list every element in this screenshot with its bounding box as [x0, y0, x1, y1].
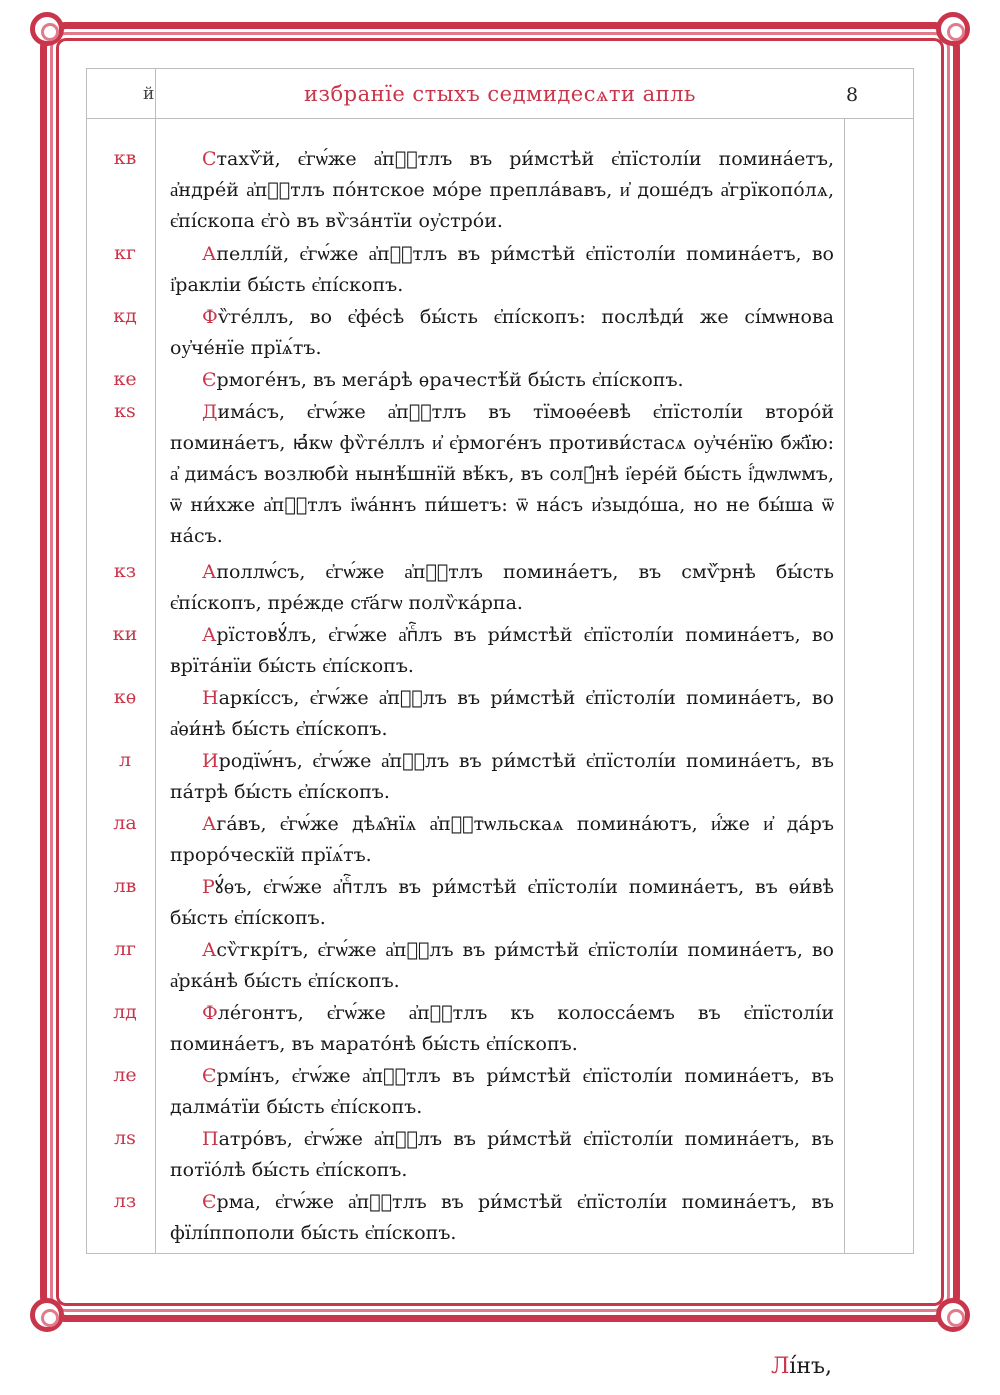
entry-body: ле́гонтъ, є҆гѡ́же а҆пⷭ҇тлъ къ колосса́емъ въ є҆пїстолі́и помина́етъ, въ марато́нѣ бы́сть є҆пі́скопъ. [170, 1002, 834, 1055]
initial-letter: А [202, 624, 217, 646]
catchword [771, 1354, 832, 1379]
initial-letter: А [202, 939, 217, 961]
entry-body: тахѷ́й, є҆гѡ́же а҆пⷭ҇тлъ въ ри́мстѣй є҆пїстолі́и помина́етъ, а҆ндре́й а҆пⷭ҇тлъ по́нтское мо́ре препла́вавъ, и҆ доше́дъ а҆грїкопо́лѧ, є҆пі́скопа є҆го̀ въ вѷза́нтїи оу҆стро́и. [170, 148, 834, 232]
entry-body: га́въ, є҆гѡ́же дѣѧ̑нїѧ а҆пⷭ҇тѡльскаѧ помина́ютъ, и҆́же и҆ да́ръ проро́ческїй прїѧ́тъ. [170, 813, 834, 866]
corner-knot-bottom-left-icon [30, 1298, 64, 1332]
entry-text [170, 809, 834, 871]
entry-text [170, 683, 834, 745]
entry-number: лз [113, 1190, 137, 1212]
initial-letter: П [202, 1128, 219, 1150]
entry-number: лд [113, 1001, 137, 1023]
initial-letter: И [202, 750, 219, 772]
entry-text [170, 620, 834, 682]
initial-letter: Ф [202, 306, 218, 328]
initial-letter: Н [202, 687, 219, 709]
initial-letter: Є [202, 1065, 217, 1087]
entry-number: ке [113, 368, 137, 390]
entry-text [170, 935, 834, 997]
entry-body: рмі́нъ, є҆гѡ́же а҆пⷭ҇тлъ въ ри́мстѣй є҆пїстолі́и помина́етъ, въ далма́тїи бы́сть є҆пі́скопъ. [170, 1065, 834, 1118]
entry-text [170, 746, 834, 808]
margin-divider [155, 68, 156, 1254]
entry-body: арκі́ссъ, є҆гѡ́же а҆пⷭ҇лъ въ ри́мстѣй є҆пїстолі́и помина́етъ, во а҆ѳи́нѣ бы́сть є҆пі́скопъ. [170, 687, 834, 740]
initial-letter: С [202, 148, 217, 170]
corner-knot-bottom-right-icon [936, 1298, 970, 1332]
page-number: 8 [846, 84, 859, 106]
catchword-rest: і́нъ, [789, 1354, 832, 1379]
header-divider [86, 118, 914, 119]
entry-number: ла [113, 812, 137, 834]
initial-letter: Ф [202, 1002, 218, 1024]
entry-body: рма, є҆гѡ́же а҆пⷭ҇тлъ въ ри́мстѣй є҆пїстолі́и помина́етъ, въ фїлі́ппополи бы́сть є҆пі́скопъ. [170, 1191, 834, 1244]
initial-letter: А [202, 813, 217, 835]
entry-text [170, 998, 834, 1060]
initial-letter: Є [202, 369, 217, 391]
initial-letter: Р [202, 876, 215, 898]
entry-body: рїстовꙋ́лъ, є҆гѡ́же а҆пⷭ҇лъ въ ри́мстѣй є҆пїстолі́и помина́етъ, во врїта́нїи бы́сть є҆пі́скопъ. [170, 624, 834, 677]
entry-number: кд [113, 305, 137, 327]
entry-text [170, 239, 834, 301]
entry-text [170, 872, 834, 934]
entry-number: лг [113, 938, 137, 960]
entry-text [170, 557, 834, 619]
entry-text [170, 1187, 834, 1249]
entry-body: сѷгкрі́тъ, є҆гѡ́же а҆пⷭ҇лъ въ ри́мстѣй є҆пїстолі́и помина́етъ, во а҆рка́нѣ бы́сть є҆пі́скопъ. [170, 939, 834, 992]
entry-number: кз [113, 560, 137, 582]
entry-number: лѕ [114, 1127, 136, 1149]
entry-text [170, 397, 834, 552]
entry-body: има́съ, є҆гѡ́же а҆пⷭ҇тлъ въ тїмоѳе́евѣ є҆пїстолі́и второ́й помина́етъ, ꙗ҆́кѡ фѷге́ллъ и҆ є҆рмоге́нъ противи́стасѧ оу҆че́нїю бж҃їю: а҆ дима́съ возлюбѝ нынѣ́шнїй вѣ́къ, въ солꙋ́нѣ і҆ере́й бы́сть і҆́дѡлѡмъ, ѿ ни́хже а҆пⷭ҇тлъ і҆ѡа́ннъ пи́шетъ: ѿ на́съ и҆зыдо́ша, но не бы́ша ѿ на́съ. [170, 401, 834, 547]
entry-text [170, 1124, 834, 1186]
entry-text [170, 302, 834, 364]
entry-number: лв [113, 875, 137, 897]
entry-number: ле [113, 1064, 137, 1086]
initial-letter: Є [202, 1191, 217, 1213]
entry-number: кѕ [114, 400, 136, 422]
right-margin-divider [844, 118, 845, 1254]
entry-text [170, 1061, 834, 1123]
corner-knot-top-left-icon [30, 12, 64, 46]
corner-knot-top-right-icon [936, 12, 970, 46]
page-title: избранїе стыхъ седмидесѧти апль [304, 82, 696, 106]
header-left-numeral: й [143, 84, 155, 104]
entry-number: л [118, 749, 132, 771]
entry-number: кѳ [113, 686, 137, 708]
entry-body: родїѡ́нъ, є҆гѡ́же а҆пⷭ҇лъ въ ри́мстѣй є҆пїстолі́и помина́етъ, въ па́трѣ бы́сть є҆пі́скопъ. [170, 750, 834, 803]
entry-body: поллѡ́съ, є҆гѡ́же а҆пⷭ҇тлъ помина́етъ, въ смѷ́рнѣ бы́сть є҆пі́скопъ, пре́жде ст҃а́гѡ полѷка́рпа. [170, 561, 834, 614]
entry-text [170, 365, 834, 396]
entry-number: кв [113, 147, 137, 169]
entry-body: ѷге́ллъ, во є҆фе́сѣ бы́сть є҆пі́скопъ: послѣди́ же сі́мѡнова оу҆че́нїе прїѧ́тъ. [170, 306, 834, 359]
initial-letter: А [202, 243, 217, 265]
entry-text [170, 144, 834, 237]
entry-body: ꙋ́ѳъ, є҆гѡ́же а҆пⷭ҇тлъ въ ри́мстѣй є҆пїстолі́и помина́етъ, въ ѳи́вѣ бы́сть є҆пі́скопъ. [170, 876, 834, 929]
entry-number: кг [114, 242, 136, 264]
entry-body: атро́въ, є҆гѡ́же а҆пⷭ҇лъ въ ри́мстѣй є҆пїстолі́и помина́етъ, въ потїо́лѣ бы́сть є҆пі́скопъ. [170, 1128, 834, 1181]
entry-body: пеллі́й, є҆гѡ́же а҆пⷭ҇тлъ въ ри́мстѣй є҆пїстолі́и помина́етъ, во і҆ракліи бы́сть є҆пі́скопъ. [170, 243, 834, 296]
entry-body: рмоге́нъ, въ мега́рѣ ѳрачестѣ́й бы́сть є҆пі́скопъ. [216, 369, 684, 391]
initial-letter: А [202, 561, 217, 583]
catchword-initial: Л [770, 1354, 790, 1379]
entry-number: ки [112, 623, 138, 645]
initial-letter: Д [202, 401, 218, 423]
